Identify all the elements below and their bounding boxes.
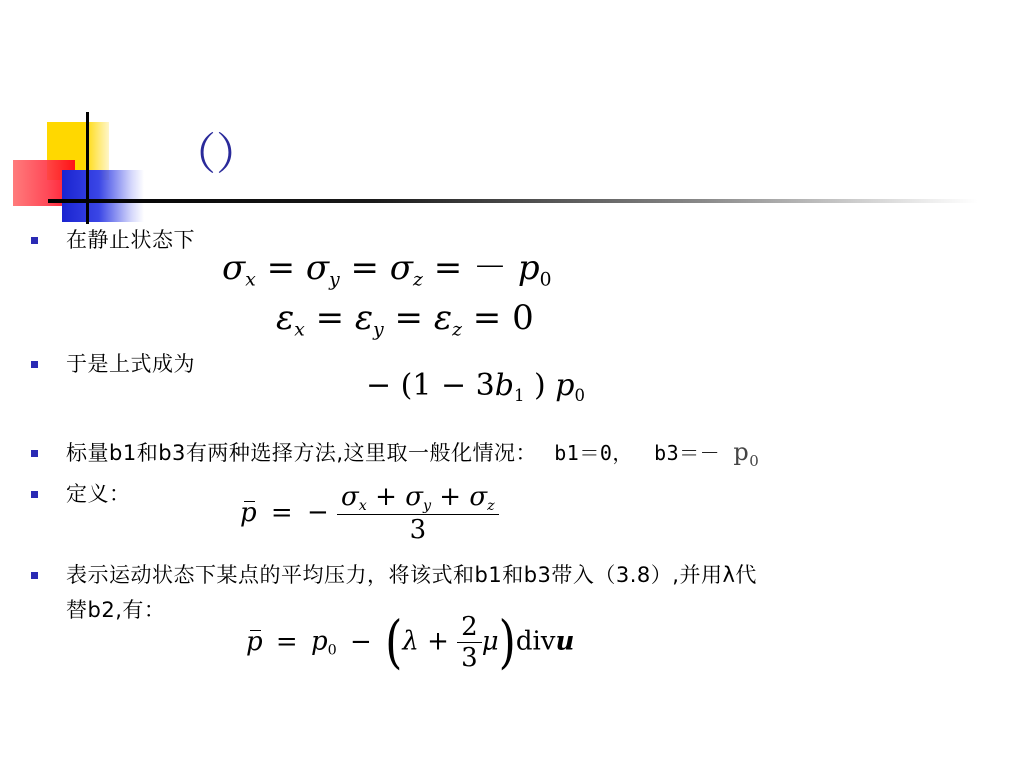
slide-title: （） xyxy=(172,129,260,180)
bullet-marker-icon xyxy=(31,491,38,498)
scalar-cond2: b3＝－ xyxy=(654,441,721,465)
bullet-marker-icon xyxy=(31,450,38,457)
equation-mean-pressure-def: p = − $\frac{\sigma_x + \sigma_y + \sigma_z}{3}$ xyxy=(240,482,499,545)
scalar-text: 标量b1和b3有两种选择方法,这里取一般化情况： xyxy=(66,441,538,465)
scalar-cond1: b1＝0， xyxy=(554,441,633,465)
decor-vertical-line xyxy=(86,112,89,224)
bullet-marker-icon xyxy=(31,237,38,244)
bullet-text-meaning-l1: 表示运动状态下某点的平均压力，将该式和b1和b3带入（3.8）,并用λ代 xyxy=(66,563,757,587)
bullet-text-scalar xyxy=(66,437,759,470)
equation-stress: $\sigma_x = \sigma_y = \sigma_z$ = － $p_0$ xyxy=(222,248,552,291)
bullet-text-static: 在静止状态下 xyxy=(66,228,195,252)
scalar-p0: $p_0$ xyxy=(733,438,760,470)
equation-strain: $\varepsilon_x = \varepsilon_y = \varepsilon_z = 0$ xyxy=(276,298,534,341)
bullet-text-meaning-l2: 替b2,有： xyxy=(66,598,166,622)
bullet-text-define: 定义： xyxy=(66,482,131,506)
bullet-marker-icon xyxy=(31,572,38,579)
decor-blue-square xyxy=(62,170,144,222)
equation-mean-pressure: $p = p_0 - (\lambda$ + $\frac{2}{3}$ μ)divu xyxy=(246,609,575,676)
equation-reduced: − ($1 - 3b_1$ ) $p_0$ xyxy=(366,368,586,405)
bullet-text-result: 于是上式成为 xyxy=(66,352,195,376)
title-underline xyxy=(48,199,978,203)
bullet-marker-icon xyxy=(31,361,38,368)
